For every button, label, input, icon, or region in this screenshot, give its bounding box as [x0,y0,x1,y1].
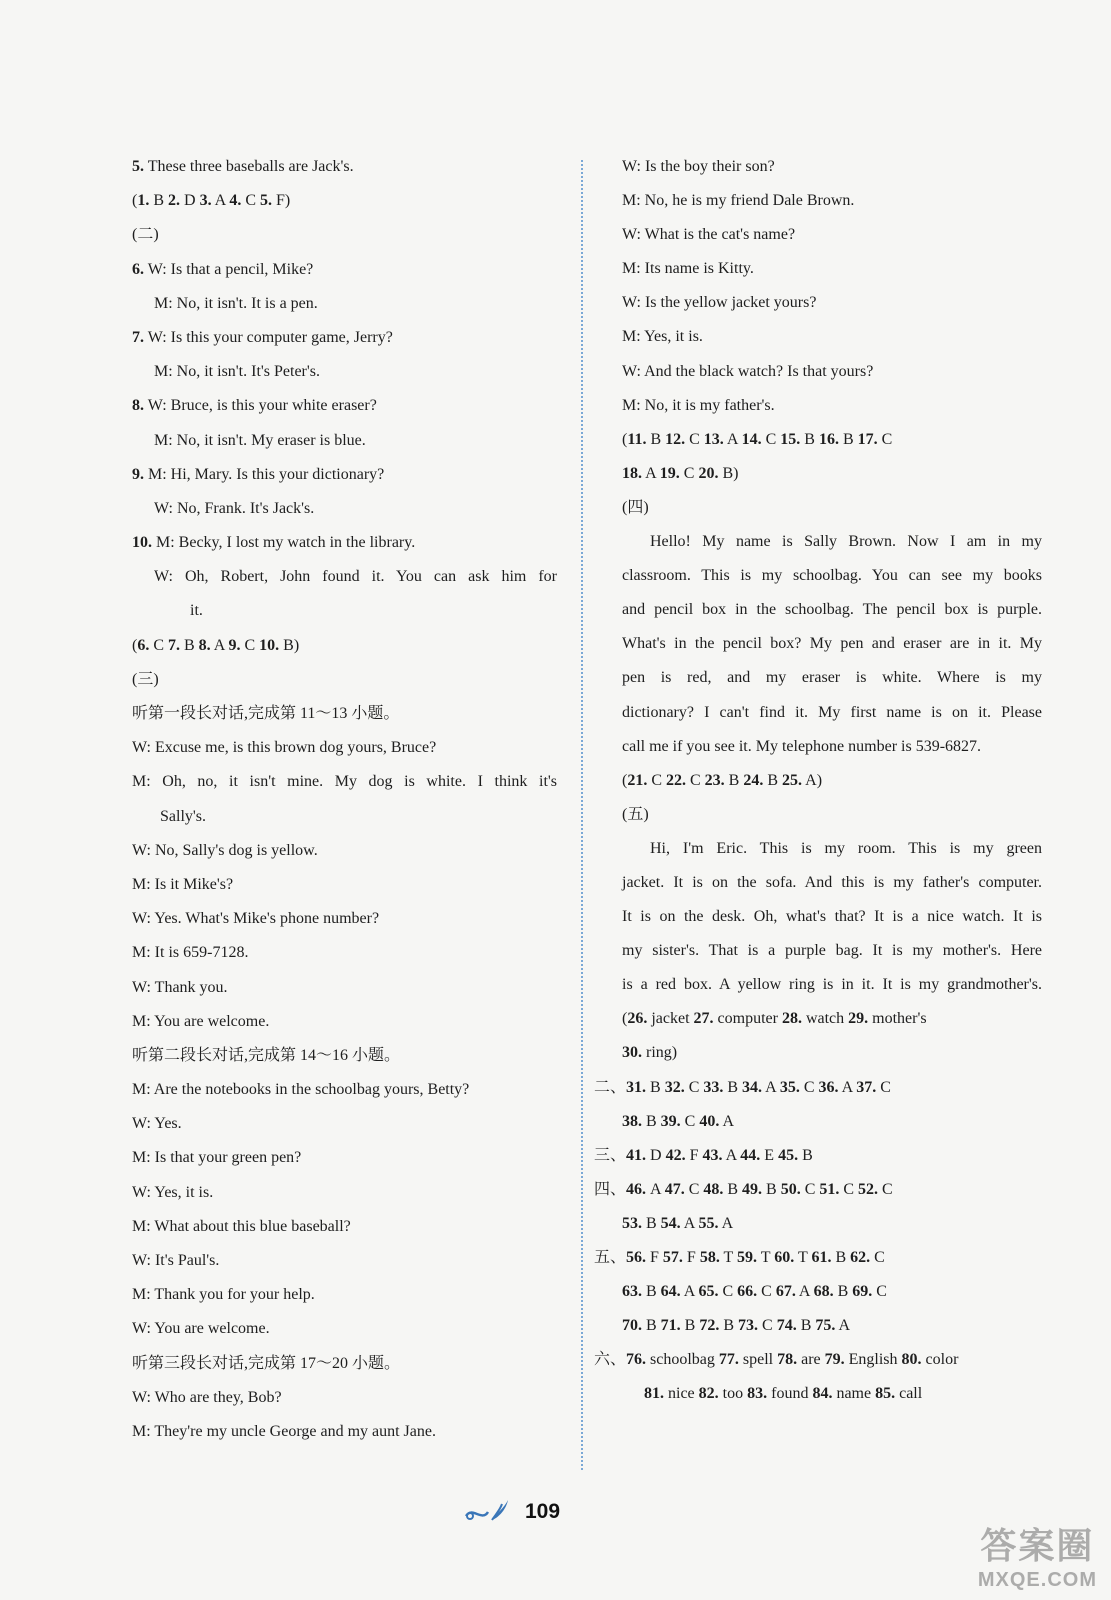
text-line: W: It's Paul's. [132,1252,220,1269]
text-line: W: Is the boy their son? [622,158,775,175]
column-divider [581,160,583,1470]
text-line: M: Is that your green pen? [132,1149,302,1167]
text-line: W: Excuse me, is this brown dog yours, Bruce? [132,739,437,757]
text-line: W: You are welcome. [132,1320,270,1338]
answer-line: 五、56. F 57. F 58. T 59. T 60. T 61. B 62. C [594,1249,885,1266]
text-line: 9. M: Hi, Mary. Is this your dictionary? [132,465,385,483]
text-line: W: And the black watch? Is that yours? [622,362,874,380]
text-line: M: Oh, no, it isn't mine. My dog is white. I think it's [132,773,557,791]
text-line: M: No, it isn't. It is a pen. [154,294,318,312]
text-line: (三) [132,670,159,688]
answer-line: 二、31. B 32. C 33. B 34. A 35. C 36. A 37. C [594,1078,891,1096]
text-line: M: Yes, it is. [622,328,703,346]
text-line: W: Is the yellow jacket yours? [622,294,817,312]
text-line: M: It is 659-7128. [132,944,249,962]
text-line: M: What about this blue baseball? [132,1217,351,1235]
text-line: M: No, he is my friend Dale Brown. [622,192,855,210]
text-line: W: Yes, it is. [132,1183,214,1201]
answer-line: 30. ring) [622,1044,678,1062]
answer-line: 18. A 19. C 20. B) [622,464,739,482]
answer-line: 63. B 64. A 65. C 66. C 67. A 68. B 69. C [622,1283,887,1301]
text-line: 6. W: Is that a pencil, Mike? [132,260,314,278]
text-line: M: They're my uncle George and my aunt Jane. [132,1422,436,1440]
text-line: M: Is it Mike's? [132,875,234,893]
text-line: 听第二段长对话,完成第 14～16 小题。 [132,1046,401,1064]
answer-line: 53. B 54. A 55. A [622,1214,734,1232]
answer-line: (21. C 22. C 23. B 24. B 25. A) [622,771,823,789]
text-line: dictionary? I can't find it. My first name is on it. Please [622,703,1042,721]
text-line: M: No, it is my father's. [622,396,775,414]
text-line: Hi, I'm Eric. This is my room. This is my green [650,839,1042,857]
text-line: call me if you see it. My telephone number is 539-6827. [622,737,982,755]
text-line: W: No, Sally's dog is yellow. [132,841,318,859]
text-line: 听第三段长对话,完成第 17～20 小题。 [132,1354,401,1372]
text-line: 10. M: Becky, I lost my watch in the library. [132,534,416,552]
text-line: M: You are welcome. [132,1012,270,1030]
text-line: Hello! My name is Sally Brown. Now I am in my [650,533,1042,551]
text-line: W: What is the cat's name? [622,226,796,244]
text-line: Sally's. [160,807,206,825]
text-line: 8. W: Bruce, is this your white eraser? [132,397,377,415]
text-line: What's in the pencil box? My pen and eraser are in it. My [622,635,1042,653]
left-column [132,150,557,1449]
answer-line: 六、76. schoolbag 77. spell 78. are 79. English 80. color [594,1351,959,1369]
text-line: 听第一段长对话,完成第 11～13 小题。 [132,705,400,722]
text-line: and pencil box in the schoolbag. The pencil box is purple. [622,601,1042,619]
text-line: pen is red, and my eraser is white. Where is my [622,669,1042,687]
text-line: is a red box. A yellow ring is in it. It is my grandmother's. [622,976,1042,994]
page-number: 109 [525,1500,561,1523]
text-line: 5. These three baseballs are Jack's. [132,158,354,175]
watermark-title: 答案圈 [980,1525,1095,1566]
text-line: It is on the desk. Oh, what's that? It is a nice watch. It is [622,908,1042,926]
text-line: jacket. It is on the sofa. And this is my father's computer. [622,873,1042,891]
text-line: (二) [132,226,159,244]
text-line: my sister's. That is a purple bag. It is my mother's. Here [622,942,1042,960]
text-line: W: Who are they, Bob? [132,1388,282,1406]
text-line: (四) [622,498,649,516]
text-line: M: No, it isn't. My eraser is blue. [154,431,366,449]
answer-line: 70. B 71. B 72. B 73. C 74. B 75. A [622,1317,851,1335]
text-line: W: Oh, Robert, John found it. You can ask him for [154,568,557,586]
text-line: 7. W: Is this your computer game, Jerry? [132,328,393,346]
answer-line: 四、46. A 47. C 48. B 49. B 50. C 51. C 52. C [594,1180,893,1198]
text-line: W: No, Frank. It's Jack's. [154,499,315,517]
text-line: M: Thank you for your help. [132,1286,315,1304]
text-line: W: Yes. What's Mike's phone number? [132,910,380,928]
answer-line: 81. nice 82. too 83. found 84. name 85. call [644,1385,923,1403]
text-line: M: Its name is Kitty. [622,260,754,278]
answer-line: 三、41. D 42. F 43. A 44. E 45. B [594,1146,813,1164]
text-line: (五) [622,805,649,823]
bird-logo-icon [462,1498,520,1524]
text-line: M: Are the notebooks in the schoolbag yours, Betty? [132,1081,470,1099]
watermark [978,1518,1097,1592]
answer-line: (11. B 12. C 13. A 14. C 15. B 16. B 17. C [622,430,893,448]
text-line: W: Thank you. [132,978,228,996]
text-line: M: No, it isn't. It's Peter's. [154,363,320,381]
right-column [594,150,1042,1411]
answer-line: (1. B 2. D 3. A 4. C 5. F) [132,192,291,210]
watermark-url: MXQE.COM [977,1569,1097,1591]
answer-line: (26. jacket 27. computer 28. watch 29. mother's [622,1010,927,1028]
text-line: W: Yes. [132,1115,182,1133]
text-line: it. [190,602,203,620]
answer-line: 38. B 39. C 40. A [622,1112,735,1130]
text-line: classroom. This is my schoolbag. You can see my books [622,567,1042,585]
answer-line: (6. C 7. B 8. A 9. C 10. B) [132,636,300,654]
